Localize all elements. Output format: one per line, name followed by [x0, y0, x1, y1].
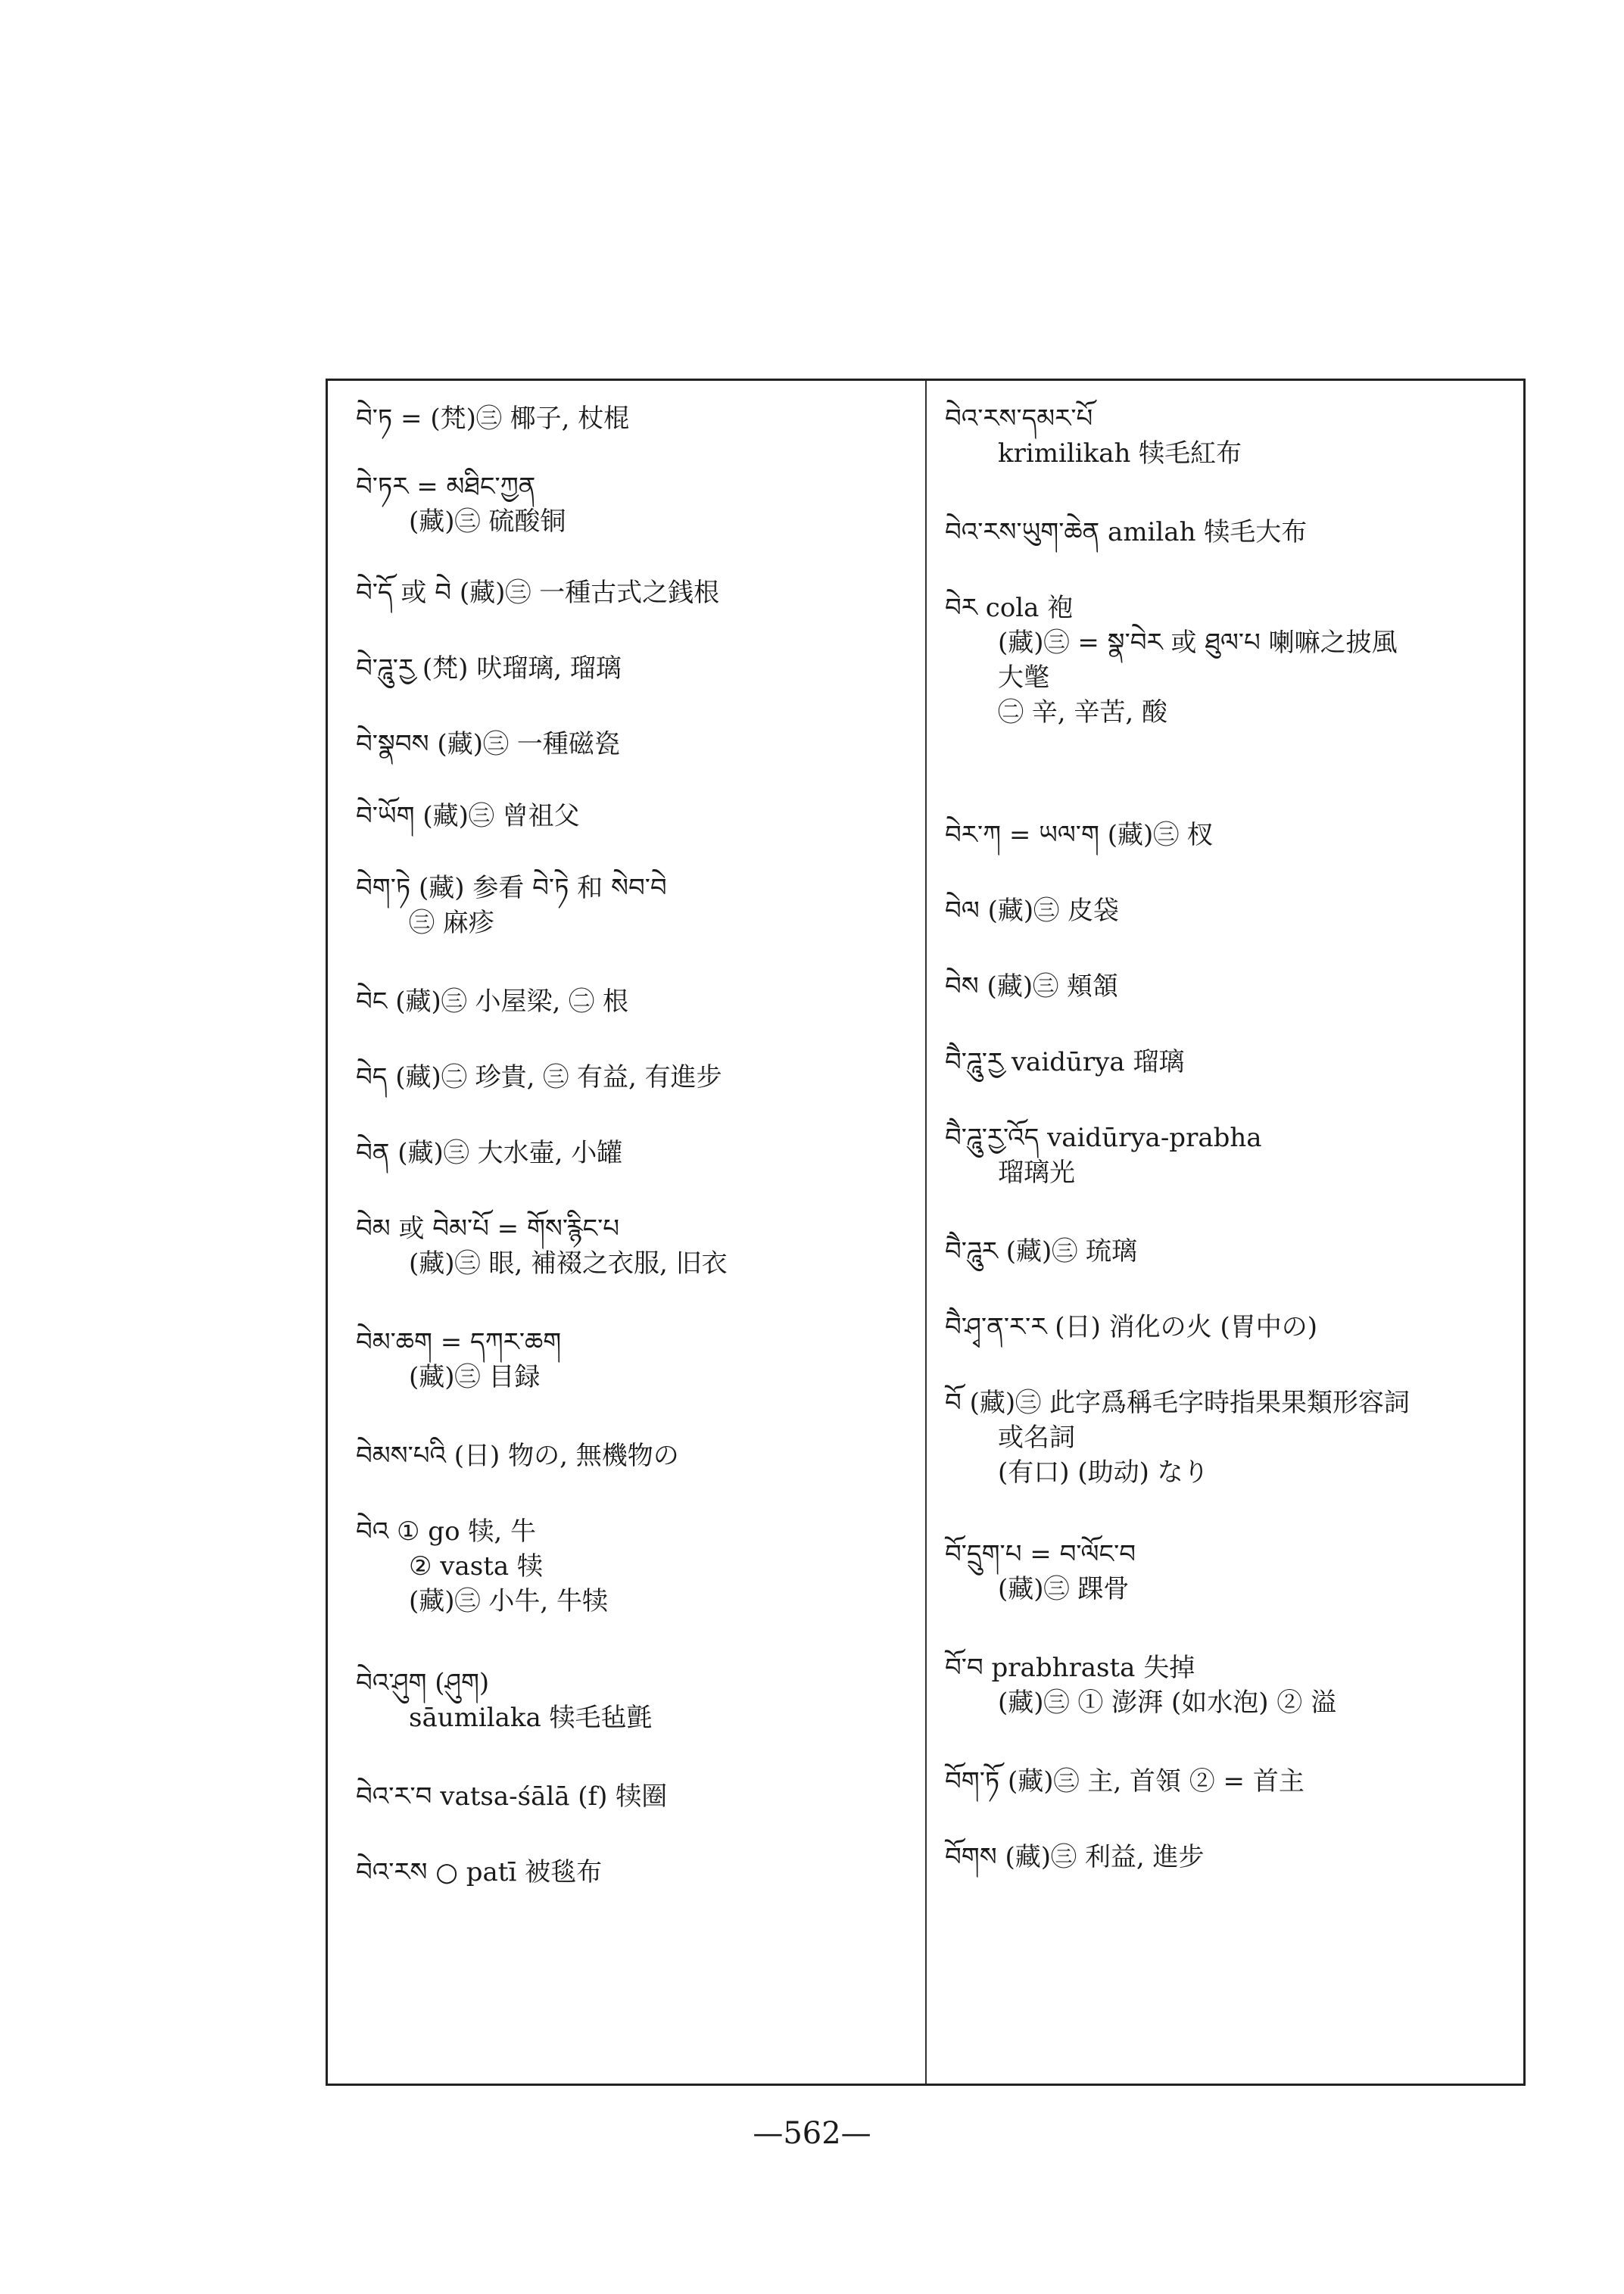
entry-headword-line: བེའ་རས་དམར་པོ [945, 404, 1093, 434]
entry-definition-line: ㊁ 辛, 辛苦, 酸 [998, 697, 1168, 728]
entry-headword-line: བོ (藏)㊂ 此字爲稱毛字時指果果類形容詞 [945, 1388, 1410, 1418]
entry-definition-line: (藏)㊂ 踝骨 [998, 1574, 1130, 1604]
page-number: —562— [753, 2116, 871, 2151]
entry-headword-line: བེ་ཏ = (梵)㊂ 椰子, 杖棍 [356, 404, 630, 434]
entry-headword-line: བེ་ཏར = མཐིང་ཀྱན [356, 472, 536, 502]
entry-definition-line: ㊂ 麻疹 [409, 908, 494, 938]
entry-headword-line: བེ་ཡོག (藏)㊂ 曾祖父 [356, 801, 580, 831]
entry-headword-line: བེད (藏)㊁ 珍貴, ㊂ 有益, 有進步 [356, 1062, 722, 1092]
entry-headword-line: བོགས (藏)㊂ 利益, 進步 [945, 1842, 1205, 1872]
dictionary-entry [945, 1045, 1513, 1080]
entry-headword-line: བོ་བ prabhrasta 失掉 [945, 1653, 1195, 1683]
entry-definition-line: (藏)㊂ 硫酸铜 [409, 506, 566, 537]
entry-definition-line: (藏)㊂ ① 澎湃 (如水泡) ② 溢 [998, 1688, 1337, 1718]
dictionary-entry [945, 1840, 1513, 1875]
entry-definition-line: (藏)㊂ 小牛, 牛犊 [409, 1586, 608, 1616]
dictionary-entry [356, 1325, 916, 1395]
dictionary-entry [945, 401, 1513, 471]
dictionary-entry [945, 1234, 1513, 1269]
entry-definition-line: 大氅 [998, 662, 1049, 693]
entry-definition-line: (藏)㊂ 目録 [409, 1362, 541, 1392]
dictionary-entry [945, 1121, 1513, 1190]
entry-headword-line: བེས (藏)㊂ 頬頷 [945, 971, 1118, 1002]
column-divider [925, 381, 927, 2084]
entry-headword-line: བོ་དྲུག་པ = བ་ལོང་བ [945, 1539, 1136, 1569]
entry-headword-line: བེའ ① go 犊, 牛 [356, 1516, 536, 1547]
entry-headword-line: བོག་ཏོ (藏)㊂ 主, 首領 ② = 首主 [945, 1766, 1304, 1797]
entry-headword-line: བཻ་ཌཱུར (藏)㊂ 琉璃 [945, 1236, 1138, 1267]
dictionary-entry [356, 1666, 916, 1735]
entry-headword-line: བེའ་རས ○ patī 被毯布 [356, 1857, 603, 1887]
entry-headword-line: བེའ་རས་ཡུག་ཆེན amilah 犊毛大布 [945, 517, 1308, 547]
entry-definition-line: (藏)㊂ = སྣ་བེར 或 ཐུལ་པ 喇嘛之披風 [998, 628, 1398, 658]
left-column [356, 401, 916, 1905]
dictionary-entry [945, 969, 1513, 1004]
dictionary-entry [945, 1310, 1513, 1345]
entry-headword-line: བེལ (藏)㊂ 皮袋 [945, 896, 1119, 926]
dictionary-entry [356, 1060, 916, 1095]
dictionary-entry [945, 1537, 1513, 1607]
entry-headword-line: བེའ་ཤུག (ཤུག) [356, 1668, 490, 1698]
entry-headword-line: བཻ་ཤྭ་ན་ར་ར (日) 消化の火 (胃中の) [945, 1312, 1317, 1342]
entry-definition-line: (有口) (助动) なり [998, 1457, 1209, 1488]
entry-definition-line: ② vasta 犊 [409, 1551, 543, 1582]
entry-headword-line: བེ་ཌཱུ་རྱ (梵) 吠瑠璃, 瑠璃 [356, 653, 622, 684]
dictionary-entry [356, 469, 916, 539]
dictionary-entry [945, 1764, 1513, 1799]
right-column [945, 401, 1513, 1890]
entry-definition-line: krimilikah 犊毛紅布 [998, 438, 1242, 469]
dictionary-entry [945, 515, 1513, 550]
dictionary-entry [356, 984, 916, 1019]
dictionary-entry [356, 799, 916, 834]
entry-definition-line: (藏)㊂ 眼, 補裰之衣服, 旧衣 [409, 1248, 728, 1279]
dictionary-entry [356, 1211, 916, 1281]
dictionary-entry [356, 871, 916, 940]
entry-headword-line: བེམ་ཆག = དཀར་ཆག [356, 1327, 562, 1357]
entry-definition-line: 或名詞 [998, 1423, 1075, 1453]
entry-headword-line: བེར་ཀ = ཡལ་ག (藏)㊂ 杈 [945, 820, 1214, 850]
entry-headword-line: བེའ་ར་བ vatsa-śālā (f) 犊圈 [356, 1781, 668, 1812]
entry-headword-line: བེ་དོ 或 བེ (藏)㊂ 一種古式之銭根 [356, 578, 720, 608]
dictionary-entry [356, 727, 916, 762]
dictionary-entry [356, 1514, 916, 1619]
dictionary-entry [945, 818, 1513, 852]
entry-headword-line: བེར cola 袍 [945, 593, 1074, 623]
dictionary-entry [356, 1779, 916, 1814]
dictionary-entry [356, 1855, 916, 1890]
dictionary-entry [945, 591, 1513, 730]
dictionary-entry [945, 893, 1513, 928]
dictionary-entry [945, 1650, 1513, 1720]
dictionary-entry [356, 575, 916, 610]
dictionary-entry [356, 401, 916, 436]
entry-headword-line: བེ་སྣབས (藏)㊂ 一種磁瓷 [356, 729, 620, 759]
entry-definition-line: sāumilaka 犊毛毡氈 [409, 1703, 653, 1733]
entry-headword-line: བཻ་ཌཱུ་རྱ vaidūrya 瑠璃 [945, 1047, 1185, 1077]
dictionary-entry [356, 1136, 916, 1170]
dictionary-entry [945, 1385, 1513, 1490]
dictionary-entry [356, 651, 916, 686]
entry-definition-line: 瑠璃光 [998, 1158, 1075, 1188]
entry-headword-line: བཻ་ཌཱུ་རྱ་འོད vaidūrya-prabha [945, 1123, 1262, 1153]
entry-headword-line: བེམས་པའི (日) 物の, 無機物の [356, 1441, 679, 1471]
entry-headword-line: བེན (藏)㊂ 大水壷, 小罐 [356, 1138, 623, 1168]
entry-headword-line: བེམ 或 བེམ་པོ = གོས་རྙིང་པ [356, 1214, 620, 1244]
entry-headword-line: བེག་ཏེ (藏) 参看 བེ་ཏེ 和 སེབ་བེ [356, 873, 667, 903]
entry-headword-line: བེང (藏)㊂ 小屋梁, ㊁ 根 [356, 986, 628, 1017]
dictionary-entry [356, 1438, 916, 1473]
